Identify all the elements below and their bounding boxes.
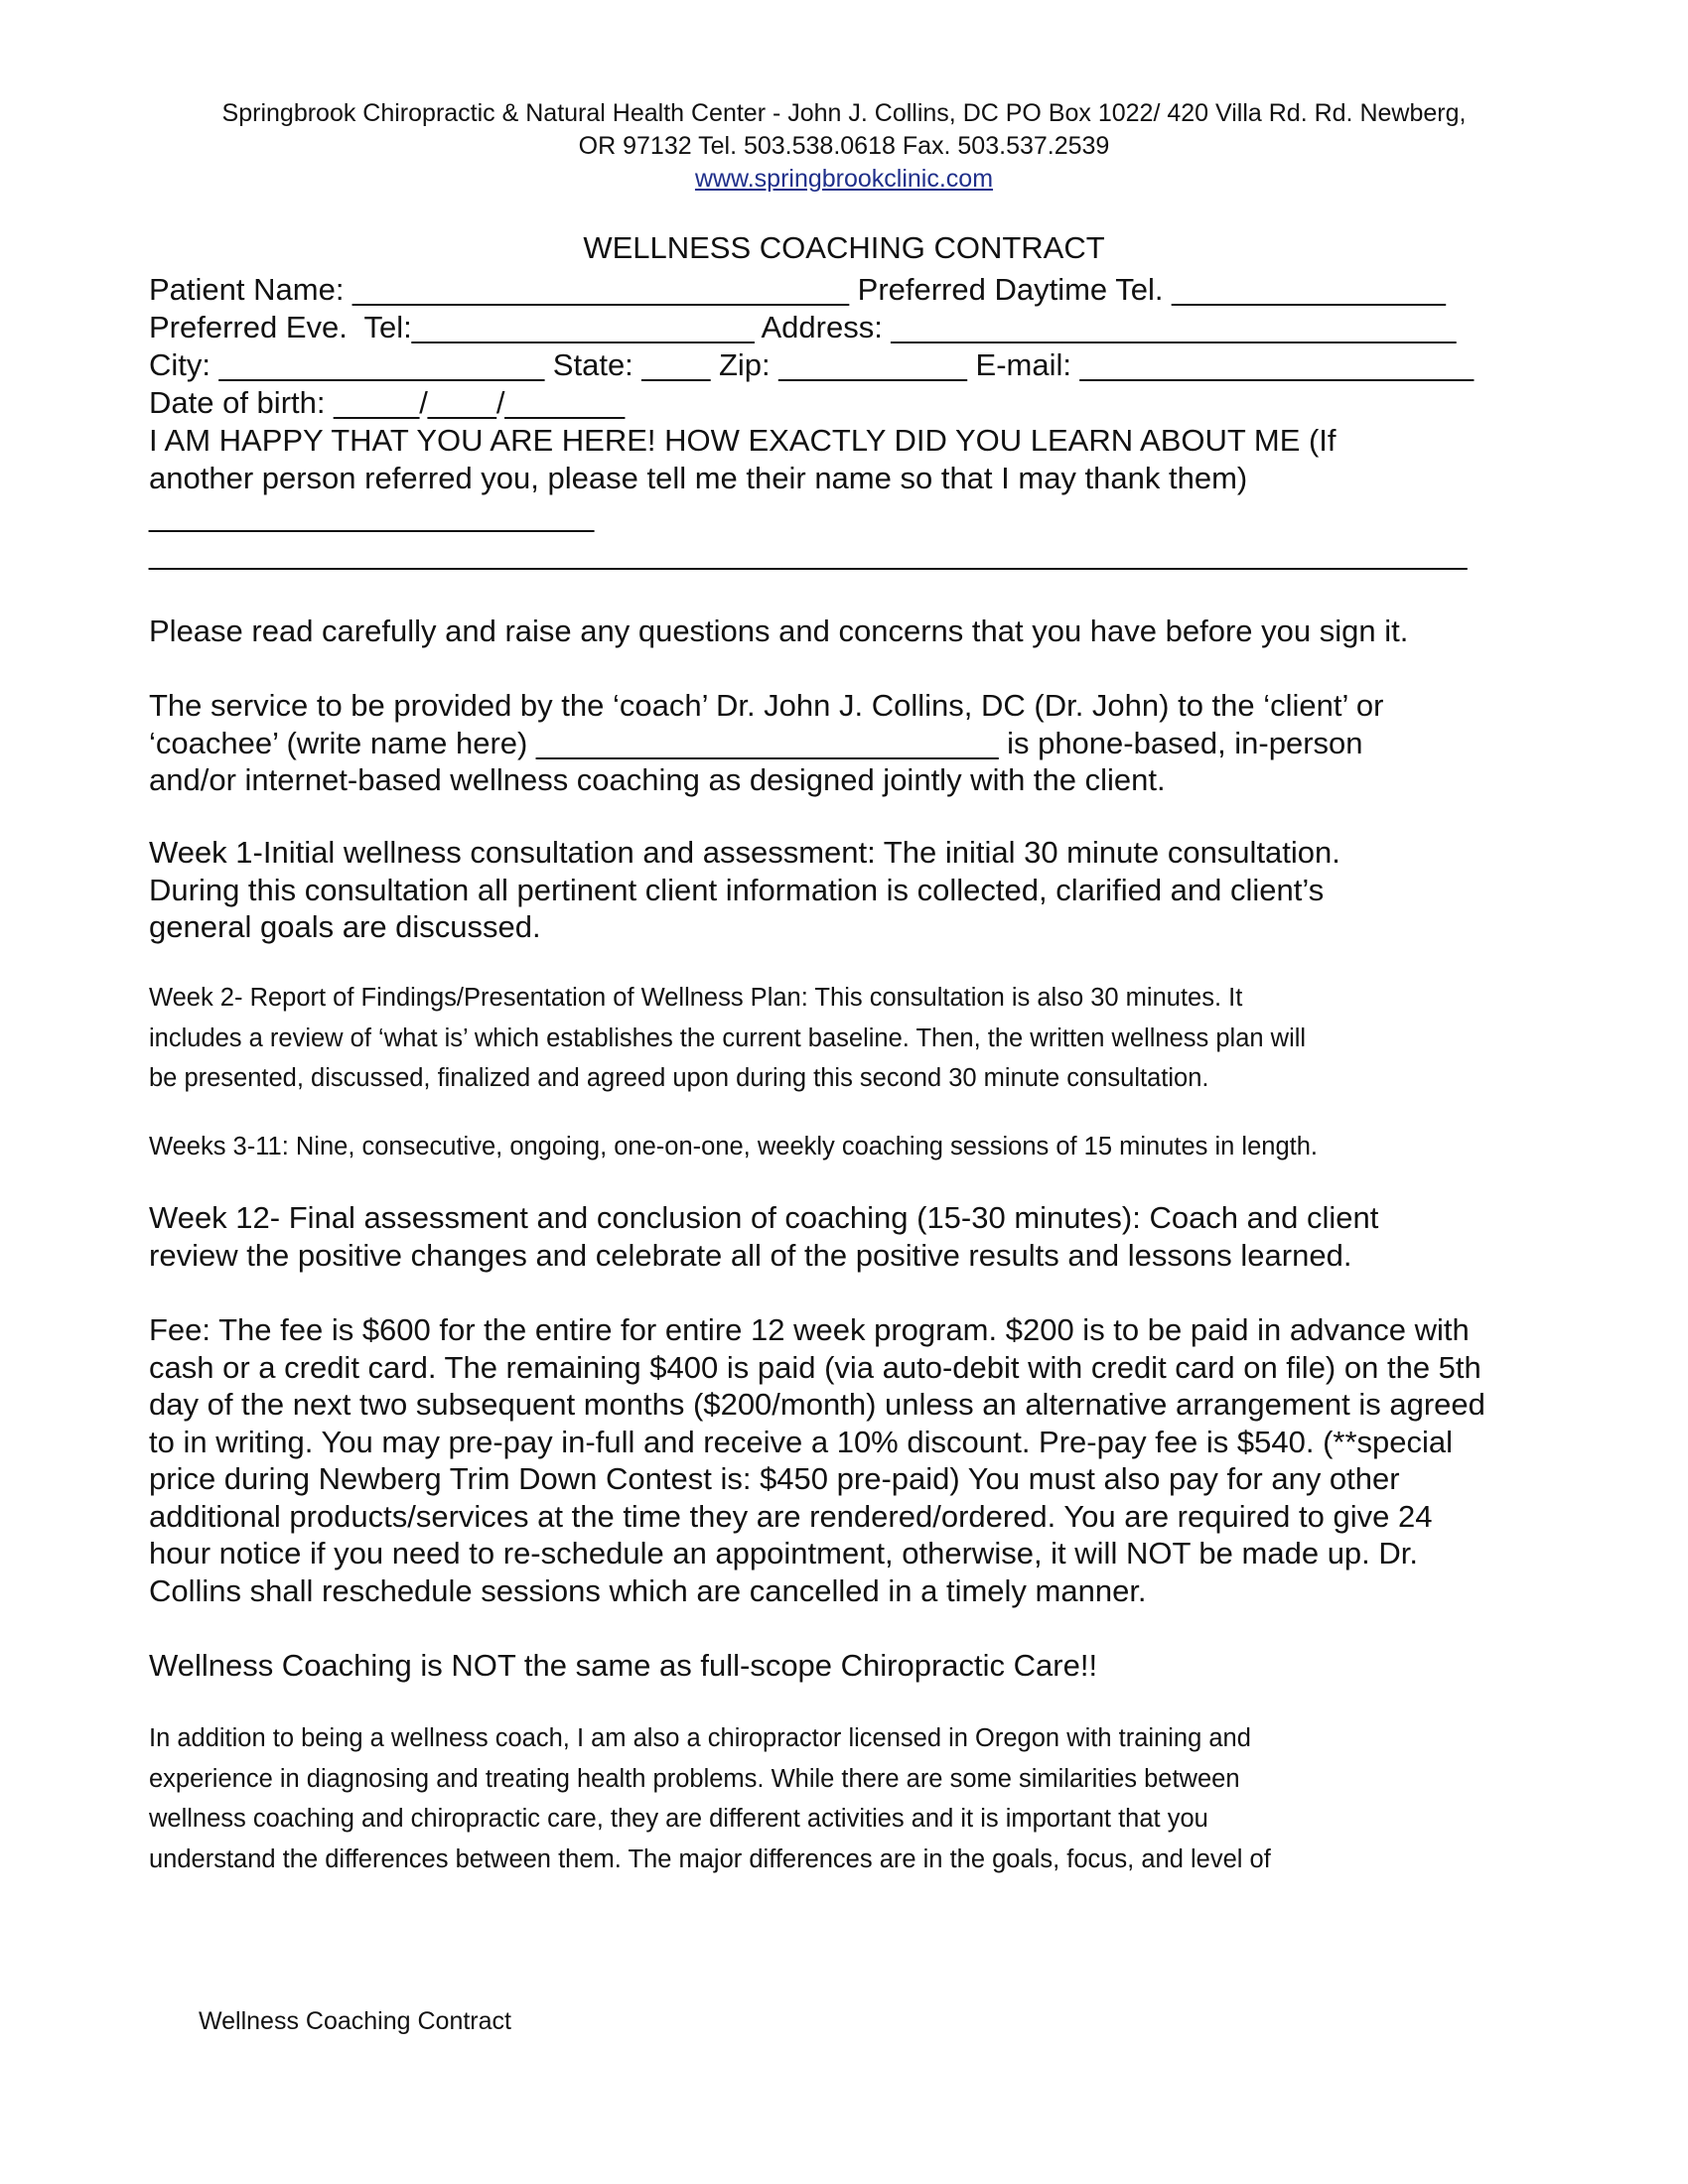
week2-paragraph: Week 2- Report of Findings/Presentation of Wellness Plan: This consultation is also 30 minutes. It includes a review of ‘what is’ which establishes the current baseline. Then, the written wellness plan will be presented, discussed, finalized and agreed upon during this second 30 minute consultation. <box>149 984 1307 1092</box>
referral-answer-line-2[interactable]: _____________________________________________________________________________ <box>149 536 1468 571</box>
referral-answer-line-1[interactable]: __________________________ <box>149 498 595 533</box>
page-footer: Wellness Coaching Contract <box>199 2007 511 2035</box>
read-carefully-paragraph: Please read carefully and raise any questions and concerns that you have before you sign it. <box>149 614 1409 648</box>
form-line-patient-name[interactable]: Patient Name: _____________________________ Preferred Daytime Tel. ________________ <box>149 272 1446 307</box>
not-same-heading: Wellness Coaching is NOT the same as full-scope Chiropractic Care!! <box>149 1648 1098 1683</box>
addition-paragraph: In addition to being a wellness coach, I am also a chiropractor licensed in Oregon with training and experience in diagnosing and treating health problems. While there are some similarities between wellness coaching and chiropractic care, they are different activities and it is important that you understand the differences between them. The major differences are in the goals, focus, and level of <box>149 1724 1271 1873</box>
clinic-website-row <box>109 163 1579 196</box>
week12-paragraph: Week 12- Final assessment and conclusion of coaching (15-30 minutes): Coach and client review the positive changes and celebrate all of the positive results and lessons learned. <box>149 1200 1379 1273</box>
weeks3-11-paragraph: Weeks 3-11: Nine, consecutive, ongoing, one-on-one, weekly coaching sessions of 15 minutes in length. <box>149 1133 1318 1160</box>
referral-question-line-2: another person referred you, please tell me their name so that I may thank them) <box>149 461 1248 495</box>
referral-question-line-1: I AM HAPPY THAT YOU ARE HERE! HOW EXACTLY DID YOU LEARN ABOUT ME (If <box>149 423 1336 458</box>
form-line-city-state-zip-email[interactable]: City: ___________________ State: ____ Zip: ___________ E-mail: _______________________ <box>149 347 1475 382</box>
clinic-website-link[interactable]: www.springbrookclinic.com <box>694 165 994 193</box>
week1-paragraph: Week 1-Initial wellness consultation and assessment: The initial 30 minute consultation. During this consultation all pertinent client information is collected, clarified and client’s general goals are discussed. <box>149 835 1340 944</box>
clinic-address-line-1: Springbrook Chiropractic & Natural Health Center - John J. Collins, DC PO Box 1022/ 420 Villa Rd. Rd. Newberg, <box>221 99 1467 127</box>
fee-paragraph: Fee: The fee is $600 for the entire for entire 12 week program. $200 is to be paid in advance with cash or a credit card. The remaining $400 is paid (via auto-debit with credit card on file) on the 5th day of the next two subsequent months ($200/month) unless an alternative arrangement is agreed to in writing. You may pre-pay in-full and receive a 10% discount. Pre-pay fee is $540. (**special price during Newberg Trim Down Contest is: $450 pre-paid) You must also pay for any other additional products/services at the time they are rendered/ordered. You are required to give 24 hour notice if you need to re-schedule an appointment, otherwise, it will NOT be made up. Dr. Collins shall reschedule sessions which are cancelled in a timely manner. <box>149 1312 1485 1608</box>
form-line-eve-tel-address[interactable]: Preferred Eve. Tel:____________________ Address: _________________________________ <box>149 310 1457 344</box>
form-line-date-of-birth[interactable]: Date of birth: _____/____/_______ <box>149 385 626 420</box>
service-paragraph: The service to be provided by the ‘coach’ Dr. John J. Collins, DC (Dr. John) to the ‘client’ or ‘coachee’ (write name here) ___________________________ is phone-based, in-person and/or internet-based wellness coaching as designed jointly with the client. <box>149 688 1384 797</box>
document-title: WELLNESS COACHING CONTRACT <box>583 230 1105 265</box>
clinic-address-line-2: OR 97132 Tel. 503.538.0618 Fax. 503.537.2539 <box>578 132 1110 160</box>
